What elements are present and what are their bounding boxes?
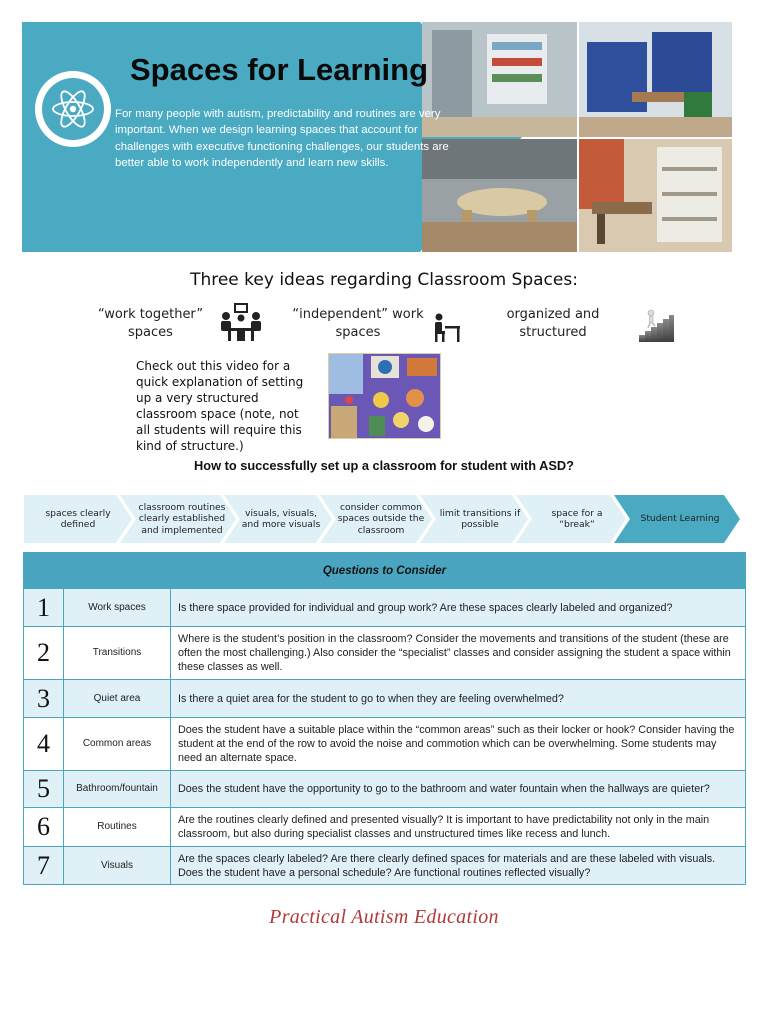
row-topic: Common areas [64, 718, 171, 771]
process-chevrons [24, 495, 744, 543]
logo-badge [35, 71, 111, 147]
row-question: Is there a quiet area for the student to go to when they are feeling overwhelmed? [171, 680, 746, 718]
table-row [24, 627, 746, 680]
row-number: 3 [24, 680, 64, 718]
step-label: Student Learning [640, 513, 720, 525]
step-label: consider common spaces outside the classroom [337, 501, 425, 536]
table-row [24, 808, 746, 847]
setup-heading: How to successfully set up a classroom for student with ASD? [194, 458, 574, 473]
row-question: Where is the student’s position in the classroom? Consider the movements and transitions of the student (these are often the most challenging.) Also consider the “specialist” classes and consider assigning the student a space within these classes as well. [171, 627, 746, 680]
row-topic: Work spaces [64, 589, 171, 627]
classroom-map-thumbnail [329, 354, 441, 439]
atom-icon [49, 85, 97, 133]
step-label: space for a “break” [551, 507, 603, 530]
idea-organized-structured: organized and structured [506, 307, 600, 340]
stairs-climb-icon [637, 307, 675, 347]
row-number: 6 [24, 808, 64, 847]
row-topic: Quiet area [64, 680, 171, 718]
row-question: Is there space provided for individual and group work? Are these spaces clearly labeled and organized? [171, 589, 746, 627]
questions-table [23, 552, 746, 885]
row-number: 4 [24, 718, 64, 771]
row-topic: Routines [64, 808, 171, 847]
table-row [24, 680, 746, 718]
row-number: 1 [24, 589, 64, 627]
step-label: classroom routines clearly established and implemented [138, 501, 226, 536]
step-label: visuals, visuals, and more visuals [241, 507, 321, 530]
video-thumbnail[interactable] [328, 353, 441, 439]
row-number: 5 [24, 771, 64, 808]
table-header: Questions to Consider [24, 553, 746, 589]
row-topic: Bathroom/fountain [64, 771, 171, 808]
row-question: Does the student have a suitable place within the “common areas” such as their locker or hook? Consider having the student at the end of the row to avoid the noise and commotion which can be overwhelming. Some students may need an alternate space. [171, 718, 746, 771]
row-topic: Transitions [64, 627, 171, 680]
student-desk-icon [432, 312, 462, 346]
row-number: 7 [24, 847, 64, 885]
table-row [24, 771, 746, 808]
step-label: spaces clearly defined [45, 507, 111, 530]
row-question: Does the student have the opportunity to go to the bathroom and water fountain when the hallways are quieter? [171, 771, 746, 808]
row-question: Are the routines clearly defined and presented visually? It is important to have predictability not only in the main classroom, but also during specialist classes and unstructured times like recess and lunch. [171, 808, 746, 847]
banner [22, 22, 732, 252]
intro-paragraph: For many people with autism, predictability and routines are very important. When we design learning spaces that account for challenges with executive functioning challenges, our students are better able to work independently and learn new skills. [115, 108, 449, 169]
key-ideas-heading: Three key ideas regarding Classroom Spaces: [190, 270, 578, 290]
table-row [24, 589, 746, 627]
idea-work-together: “work together” spaces [97, 307, 204, 340]
video-description: Check out this video for a quick explanation of setting up a very structured classroom space (note, not all students will require this kind of structure.) [136, 359, 304, 453]
row-number: 2 [24, 627, 64, 680]
idea-independent-work: “independent” work spaces [292, 307, 424, 340]
table-row [24, 718, 746, 771]
row-topic: Visuals [64, 847, 171, 885]
step-label: limit transitions if possible [439, 507, 521, 530]
classroom-photo-collage [422, 22, 732, 252]
brand-logo-text: Practical Autism Education [269, 906, 499, 928]
table-row [24, 847, 746, 885]
classroom-photos [422, 22, 732, 252]
row-question: Are the spaces clearly labeled? Are there clearly defined spaces for materials and are these labeled with visuals. Does the student have a personal schedule? Are functional routines reflected visually? [171, 847, 746, 885]
page-title: Spaces for Learning [130, 52, 429, 87]
group-work-icon [218, 302, 264, 346]
